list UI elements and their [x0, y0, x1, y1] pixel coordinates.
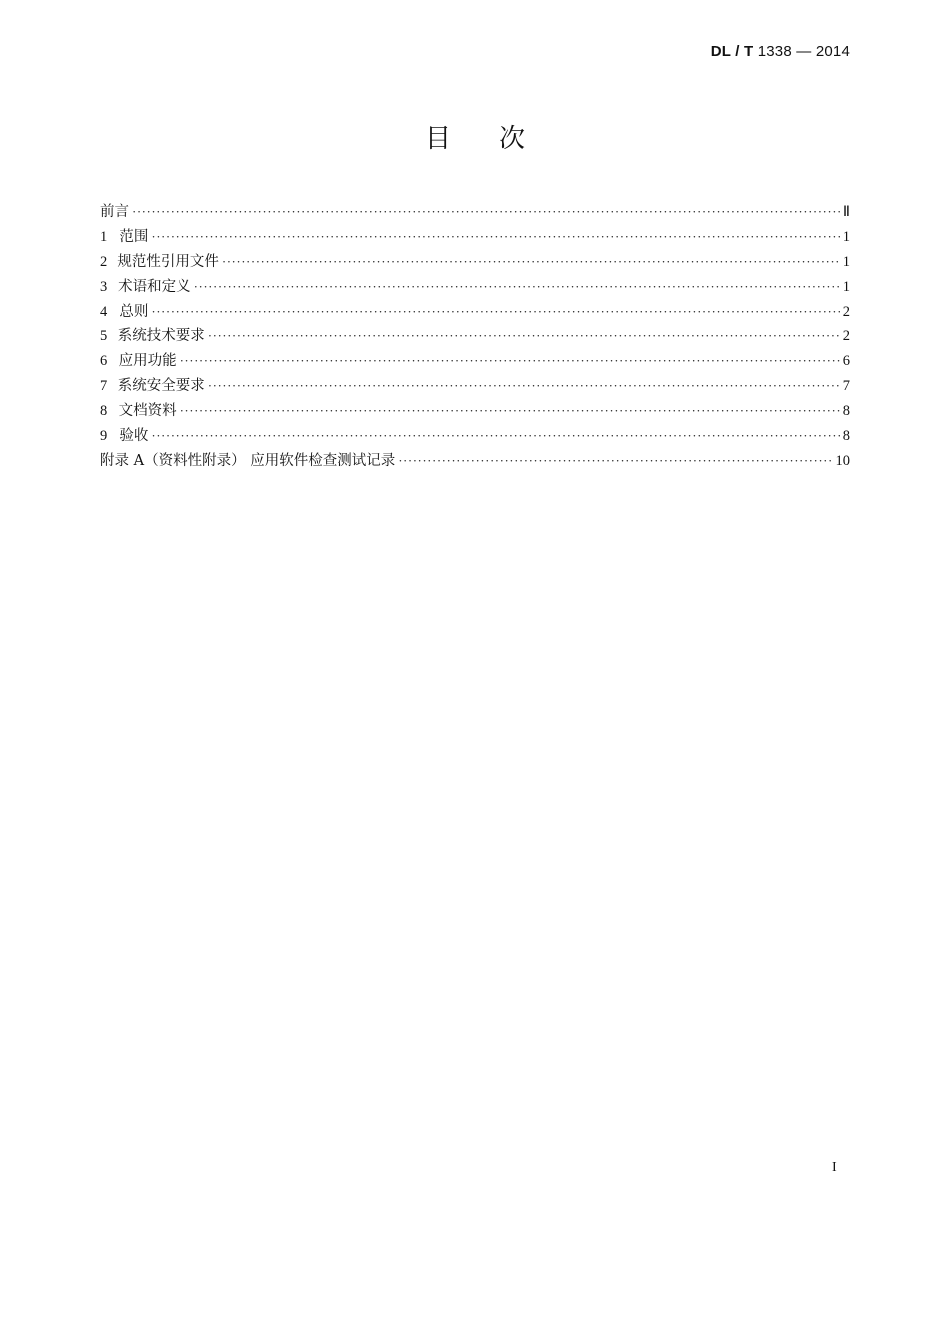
toc-leader-dots — [208, 328, 840, 344]
toc-entry-label: 规范性引用文件 — [117, 253, 219, 270]
toc-entry-page: 2 — [842, 328, 850, 345]
toc-entry-8[interactable] — [100, 399, 850, 424]
toc-entry-number: 1 — [100, 228, 108, 245]
toc-leader-dots — [151, 428, 839, 444]
toc-entry-number: 8 — [100, 403, 108, 420]
toc-entry-number: 2 — [100, 253, 108, 270]
toc-leader-dots — [132, 204, 840, 220]
toc-entry-5[interactable] — [100, 324, 850, 349]
toc-entry-page: 8 — [842, 403, 850, 420]
toc-entry-3[interactable] — [100, 275, 850, 300]
document-code-number: 1338 — 2014 — [753, 43, 850, 60]
toc-entry-page: 2 — [842, 303, 850, 320]
toc-entry-1[interactable] — [100, 225, 850, 250]
toc-leader-dots — [180, 353, 840, 369]
toc-entry-label: 前言 — [100, 204, 129, 220]
toc-entry-label: 验收 — [119, 428, 149, 445]
toc-entry-number: 6 — [100, 353, 108, 370]
toc-entry-number: 3 — [100, 278, 108, 295]
toc-leader-dots — [398, 453, 832, 469]
toc-entry-number: 9 — [100, 428, 108, 445]
toc-leader-dots — [151, 229, 839, 245]
toc-entry-page: 8 — [842, 428, 850, 445]
toc-entry-number: 7 — [100, 378, 108, 395]
toc-entry-number: 5 — [100, 328, 108, 345]
document-code — [711, 43, 850, 60]
toc-entry-page: 1 — [842, 278, 850, 295]
toc-entry-label: 术语和定义 — [118, 278, 191, 295]
page-number: I — [832, 1160, 837, 1175]
table-of-contents — [100, 200, 850, 474]
toc-entry-label: 范围 — [119, 228, 149, 245]
toc-entry-number: 4 — [100, 303, 108, 320]
document-code-prefix: DL / T — [710, 43, 754, 60]
toc-entry-label: 附录 A（资料性附录） 应用软件检查测试记录 — [100, 452, 396, 469]
toc-entry-label: 应用功能 — [118, 353, 177, 370]
toc-entry-7[interactable] — [100, 374, 850, 399]
toc-entry-page: Ⅱ — [842, 204, 850, 220]
toc-leader-dots — [208, 378, 840, 394]
toc-entry-label: 总则 — [119, 303, 149, 320]
page-title: 目次 — [424, 124, 573, 154]
toc-entry-4[interactable] — [100, 300, 850, 325]
toc-entry-preface[interactable] — [100, 200, 850, 225]
toc-entry-2[interactable] — [100, 250, 850, 275]
toc-entry-page: 1 — [842, 253, 850, 270]
toc-leader-dots — [151, 304, 839, 320]
toc-entry-appendix-a[interactable] — [100, 449, 850, 474]
toc-leader-dots — [222, 254, 840, 270]
toc-entry-page: 7 — [842, 378, 850, 395]
toc-leader-dots — [180, 403, 840, 419]
toc-entry-page: 6 — [842, 353, 850, 370]
toc-entry-label: 系统安全要求 — [117, 378, 205, 395]
toc-entry-label: 文档资料 — [118, 403, 177, 420]
toc-entry-page: 10 — [835, 452, 850, 469]
toc-entry-label: 系统技术要求 — [117, 328, 205, 345]
toc-entry-6[interactable] — [100, 349, 850, 374]
toc-leader-dots — [194, 279, 840, 295]
toc-entry-9[interactable] — [100, 424, 850, 449]
toc-entry-page: 1 — [842, 228, 850, 245]
